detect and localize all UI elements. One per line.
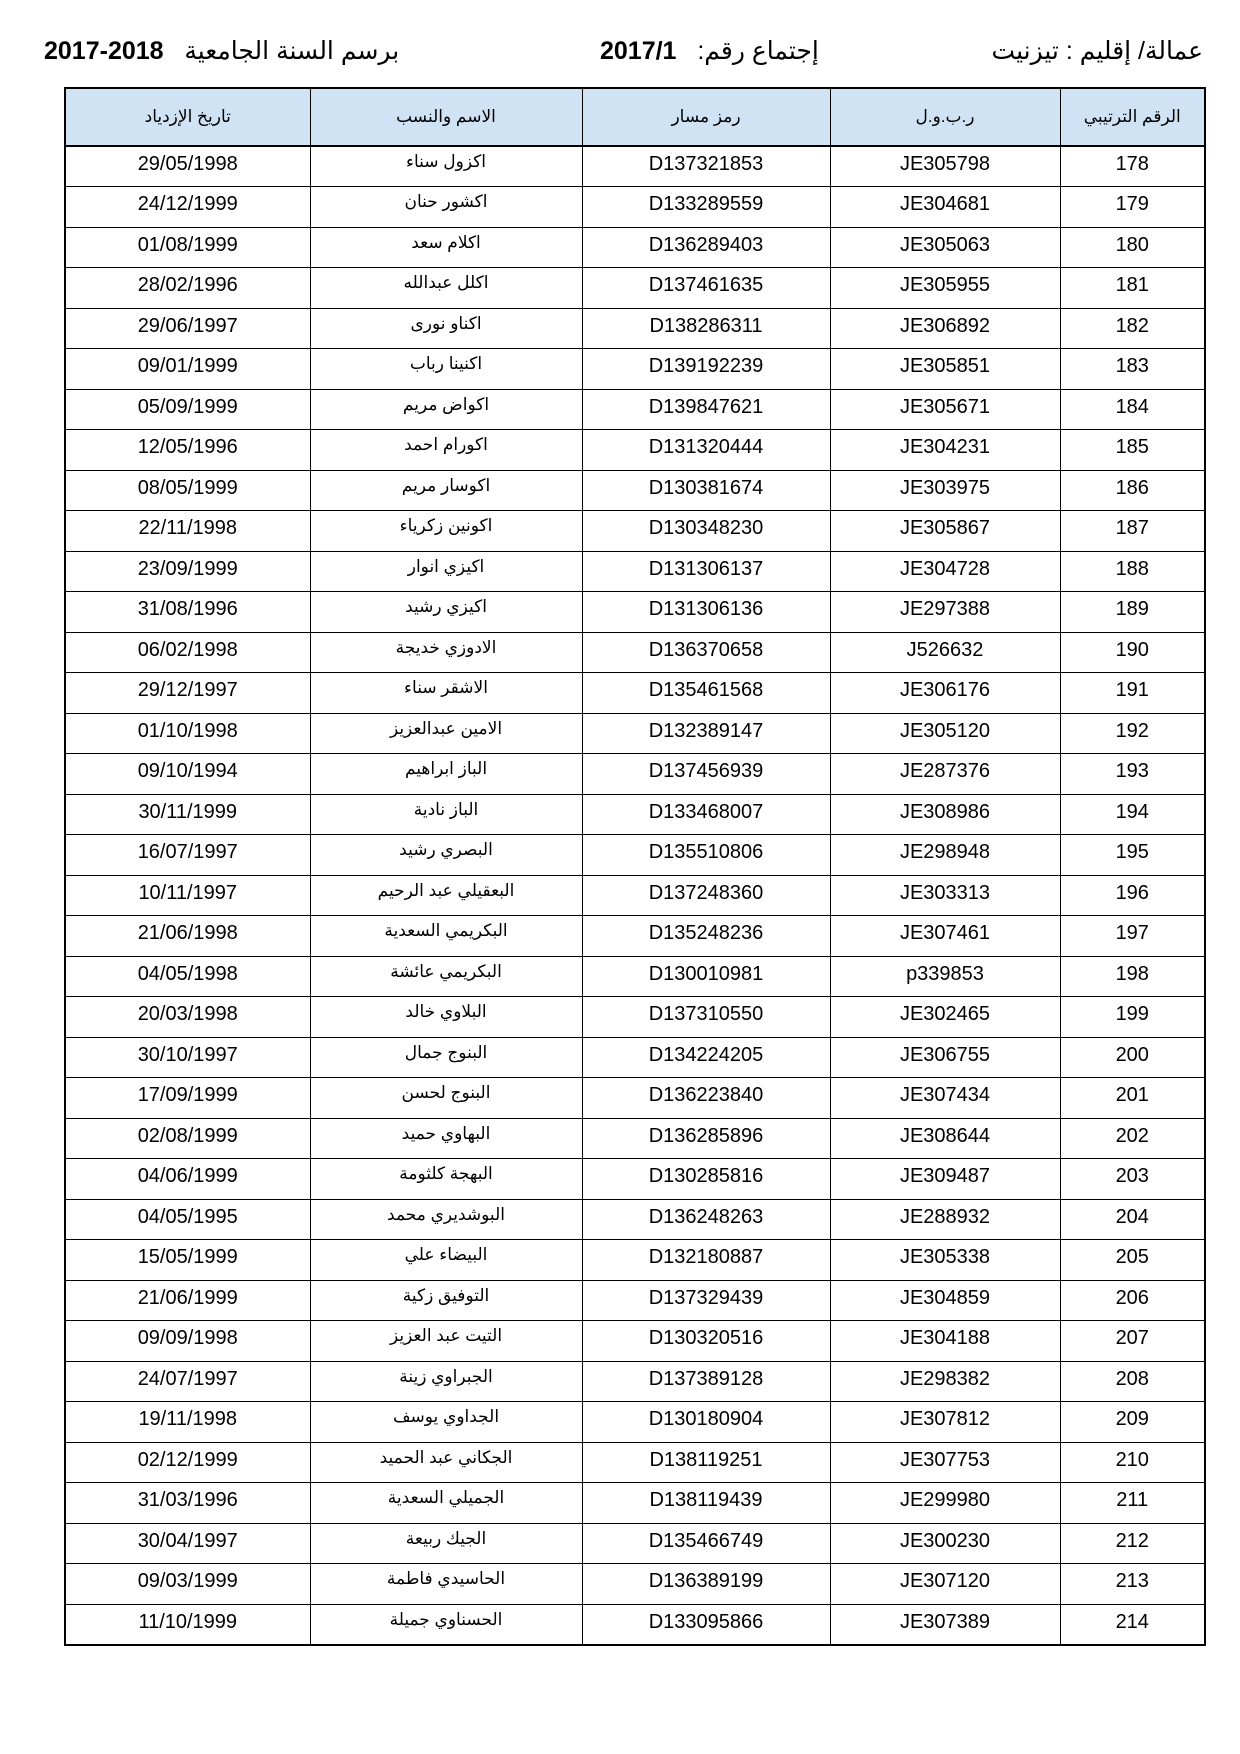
province (992, 36, 1203, 66)
birth-date-cell: 20/03/1998 (65, 997, 310, 1038)
column-header-massar: رمز مسار (582, 88, 830, 146)
row-number-cell: 194 (1060, 794, 1205, 835)
massar-code-cell: D137248360 (582, 875, 830, 916)
row-number-cell: 213 (1060, 1564, 1205, 1605)
table-row (65, 268, 1205, 309)
cin-cell: JE305798 (830, 146, 1060, 187)
birth-date-cell: 09/10/1994 (65, 754, 310, 795)
row-number-cell: 185 (1060, 430, 1205, 471)
meeting-number (600, 36, 819, 66)
table-row (65, 754, 1205, 795)
table-row (65, 713, 1205, 754)
table-row (65, 592, 1205, 633)
birth-date-cell: 04/06/1999 (65, 1159, 310, 1200)
name-cell: الجميلي السعدية (310, 1483, 582, 1524)
cin-cell: JE304188 (830, 1321, 1060, 1362)
row-number-cell: 201 (1060, 1078, 1205, 1119)
name-cell: البصري رشيد (310, 835, 582, 876)
row-number-cell: 178 (1060, 146, 1205, 187)
cin-cell: JE299980 (830, 1483, 1060, 1524)
academic-year (44, 36, 399, 66)
name-cell: الجبراوي زينة (310, 1361, 582, 1402)
massar-code-cell: D139847621 (582, 389, 830, 430)
cin-cell: JE305063 (830, 227, 1060, 268)
massar-code-cell: D138286311 (582, 308, 830, 349)
massar-code-cell: D131306136 (582, 592, 830, 633)
massar-code-cell: D137329439 (582, 1280, 830, 1321)
table-row (65, 1604, 1205, 1645)
row-number-cell: 193 (1060, 754, 1205, 795)
birth-date-cell: 21/06/1999 (65, 1280, 310, 1321)
massar-code-cell: D131306137 (582, 551, 830, 592)
cin-cell: JE307812 (830, 1402, 1060, 1443)
row-number-cell: 186 (1060, 470, 1205, 511)
name-cell: اكلل عبدالله (310, 268, 582, 309)
row-number-cell: 180 (1060, 227, 1205, 268)
meeting-number-label: إجتماع رقم: (697, 37, 819, 65)
cin-cell: JE306755 (830, 1037, 1060, 1078)
row-number-cell: 187 (1060, 511, 1205, 552)
name-cell: اكونين زكرياء (310, 511, 582, 552)
table-row (65, 551, 1205, 592)
name-cell: الباز نادية (310, 794, 582, 835)
birth-date-cell: 05/09/1999 (65, 389, 310, 430)
cin-cell: JE287376 (830, 754, 1060, 795)
row-number-cell: 200 (1060, 1037, 1205, 1078)
birth-date-cell: 23/09/1999 (65, 551, 310, 592)
birth-date-cell: 08/05/1999 (65, 470, 310, 511)
table-row (65, 1483, 1205, 1524)
cin-cell: JE305851 (830, 349, 1060, 390)
birth-date-cell: 12/05/1996 (65, 430, 310, 471)
name-cell: اكشور حنان (310, 187, 582, 228)
massar-code-cell: D138119251 (582, 1442, 830, 1483)
row-number-cell: 179 (1060, 187, 1205, 228)
massar-code-cell: D133468007 (582, 794, 830, 835)
row-number-cell: 204 (1060, 1199, 1205, 1240)
massar-code-cell: D134224205 (582, 1037, 830, 1078)
birth-date-cell: 02/12/1999 (65, 1442, 310, 1483)
table-header-row (65, 88, 1205, 146)
table-row (65, 1523, 1205, 1564)
table-row (65, 1321, 1205, 1362)
massar-code-cell: D136289403 (582, 227, 830, 268)
row-number-cell: 206 (1060, 1280, 1205, 1321)
row-number-cell: 197 (1060, 916, 1205, 957)
row-number-cell: 195 (1060, 835, 1205, 876)
cin-cell: JE288932 (830, 1199, 1060, 1240)
name-cell: البهجة كلثومة (310, 1159, 582, 1200)
name-cell: اكوسار مريم (310, 470, 582, 511)
table-row (65, 916, 1205, 957)
name-cell: البيضاء علي (310, 1240, 582, 1281)
row-number-cell: 210 (1060, 1442, 1205, 1483)
name-cell: البلاوي خالد (310, 997, 582, 1038)
birth-date-cell: 10/11/1997 (65, 875, 310, 916)
row-number-cell: 183 (1060, 349, 1205, 390)
table-row (65, 1280, 1205, 1321)
name-cell: اكورام احمد (310, 430, 582, 471)
name-cell: الحسناوي جميلة (310, 1604, 582, 1645)
massar-code-cell: D130348230 (582, 511, 830, 552)
name-cell: البعقيلي عبد الرحيم (310, 875, 582, 916)
cin-cell: JE308644 (830, 1118, 1060, 1159)
birth-date-cell: 09/03/1999 (65, 1564, 310, 1605)
massar-code-cell: D130381674 (582, 470, 830, 511)
birth-date-cell: 29/06/1997 (65, 308, 310, 349)
row-number-cell: 214 (1060, 1604, 1205, 1645)
academic-year-value: 2017-2018 (44, 37, 164, 65)
cin-cell: JE305955 (830, 268, 1060, 309)
cin-cell: JE307389 (830, 1604, 1060, 1645)
row-number-cell: 190 (1060, 632, 1205, 673)
table-row (65, 389, 1205, 430)
name-cell: التيت عبد العزيز (310, 1321, 582, 1362)
birth-date-cell: 19/11/1998 (65, 1402, 310, 1443)
massar-code-cell: D135466749 (582, 1523, 830, 1564)
row-number-cell: 192 (1060, 713, 1205, 754)
row-number-cell: 196 (1060, 875, 1205, 916)
birth-date-cell: 02/08/1999 (65, 1118, 310, 1159)
cin-cell: JE303313 (830, 875, 1060, 916)
birth-date-cell: 01/08/1999 (65, 227, 310, 268)
academic-year-label: برسم السنة الجامعية (184, 37, 400, 65)
table-row (65, 1442, 1205, 1483)
cin-cell: JE305338 (830, 1240, 1060, 1281)
birth-date-cell: 29/12/1997 (65, 673, 310, 714)
table-row (65, 187, 1205, 228)
name-cell: البكريمي السعدية (310, 916, 582, 957)
birth-date-cell: 09/09/1998 (65, 1321, 310, 1362)
cin-cell: J526632 (830, 632, 1060, 673)
name-cell: التوفيق زكية (310, 1280, 582, 1321)
massar-code-cell: D132389147 (582, 713, 830, 754)
cin-cell: JE308986 (830, 794, 1060, 835)
province-label: عمالة/ إقليم : (1065, 37, 1203, 65)
massar-code-cell: D130285816 (582, 1159, 830, 1200)
column-header-number: الرقم الترتيبي (1060, 88, 1205, 146)
column-header-birth-date: تاريخ الإزدياد (65, 88, 310, 146)
table-row (65, 1564, 1205, 1605)
row-number-cell: 198 (1060, 956, 1205, 997)
table-row (65, 1240, 1205, 1281)
row-number-cell: 208 (1060, 1361, 1205, 1402)
table-row (65, 430, 1205, 471)
birth-date-cell: 04/05/1998 (65, 956, 310, 997)
province-value: تيزنيت (991, 37, 1059, 65)
row-number-cell: 189 (1060, 592, 1205, 633)
row-number-cell: 211 (1060, 1483, 1205, 1524)
cin-cell: JE307434 (830, 1078, 1060, 1119)
massar-code-cell: D135248236 (582, 916, 830, 957)
page-header (40, 36, 1203, 76)
massar-code-cell: D136370658 (582, 632, 830, 673)
table-row (65, 632, 1205, 673)
massar-code-cell: D137461635 (582, 268, 830, 309)
massar-code-cell: D135510806 (582, 835, 830, 876)
table-row (65, 349, 1205, 390)
row-number-cell: 199 (1060, 997, 1205, 1038)
name-cell: اكنينا رباب (310, 349, 582, 390)
students-table (64, 87, 1206, 1646)
name-cell: الجيك ربيعة (310, 1523, 582, 1564)
cin-cell: JE300230 (830, 1523, 1060, 1564)
cin-cell: JE304728 (830, 551, 1060, 592)
cin-cell: JE306176 (830, 673, 1060, 714)
cin-cell: JE304859 (830, 1280, 1060, 1321)
name-cell: الادوزي خديجة (310, 632, 582, 673)
birth-date-cell: 09/01/1999 (65, 349, 310, 390)
table-row (65, 1361, 1205, 1402)
massar-code-cell: D131320444 (582, 430, 830, 471)
row-number-cell: 202 (1060, 1118, 1205, 1159)
name-cell: اكزول سناء (310, 146, 582, 187)
name-cell: الباز ابراهيم (310, 754, 582, 795)
birth-date-cell: 30/10/1997 (65, 1037, 310, 1078)
table-row (65, 875, 1205, 916)
table-row (65, 511, 1205, 552)
table-row (65, 146, 1205, 187)
column-header-name: الاسم والنسب (310, 88, 582, 146)
cin-cell: JE307120 (830, 1564, 1060, 1605)
massar-code-cell: D132180887 (582, 1240, 830, 1281)
birth-date-cell: 04/05/1995 (65, 1199, 310, 1240)
name-cell: البنوج جمال (310, 1037, 582, 1078)
name-cell: اكناو نورى (310, 308, 582, 349)
table-row (65, 1118, 1205, 1159)
birth-date-cell: 31/08/1996 (65, 592, 310, 633)
row-number-cell: 205 (1060, 1240, 1205, 1281)
birth-date-cell: 22/11/1998 (65, 511, 310, 552)
massar-code-cell: D136389199 (582, 1564, 830, 1605)
table-row (65, 835, 1205, 876)
cin-cell: JE302465 (830, 997, 1060, 1038)
birth-date-cell: 29/05/1998 (65, 146, 310, 187)
meeting-number-value: 2017/1 (600, 37, 677, 65)
cin-cell: JE303975 (830, 470, 1060, 511)
name-cell: الامين عبدالعزيز (310, 713, 582, 754)
row-number-cell: 209 (1060, 1402, 1205, 1443)
name-cell: اكيزي رشيد (310, 592, 582, 633)
massar-code-cell: D130010981 (582, 956, 830, 997)
birth-date-cell: 24/07/1997 (65, 1361, 310, 1402)
table-row (65, 794, 1205, 835)
table-row (65, 308, 1205, 349)
cin-cell: JE305120 (830, 713, 1060, 754)
cin-cell: JE305671 (830, 389, 1060, 430)
birth-date-cell: 30/04/1997 (65, 1523, 310, 1564)
row-number-cell: 181 (1060, 268, 1205, 309)
birth-date-cell: 17/09/1999 (65, 1078, 310, 1119)
birth-date-cell: 30/11/1999 (65, 794, 310, 835)
birth-date-cell: 11/10/1999 (65, 1604, 310, 1645)
table-row (65, 1159, 1205, 1200)
row-number-cell: 191 (1060, 673, 1205, 714)
birth-date-cell: 01/10/1998 (65, 713, 310, 754)
massar-code-cell: D137456939 (582, 754, 830, 795)
name-cell: اكلام سعد (310, 227, 582, 268)
massar-code-cell: D139192239 (582, 349, 830, 390)
table-row (65, 470, 1205, 511)
massar-code-cell: D137389128 (582, 1361, 830, 1402)
row-number-cell: 188 (1060, 551, 1205, 592)
massar-code-cell: D133095866 (582, 1604, 830, 1645)
birth-date-cell: 28/02/1996 (65, 268, 310, 309)
column-header-cin: ر.ب.و.ل (830, 88, 1060, 146)
row-number-cell: 207 (1060, 1321, 1205, 1362)
massar-code-cell: D133289559 (582, 187, 830, 228)
massar-code-cell: D137321853 (582, 146, 830, 187)
row-number-cell: 212 (1060, 1523, 1205, 1564)
cin-cell: JE305867 (830, 511, 1060, 552)
table-row (65, 1078, 1205, 1119)
row-number-cell: 203 (1060, 1159, 1205, 1200)
row-number-cell: 184 (1060, 389, 1205, 430)
cin-cell: JE306892 (830, 308, 1060, 349)
massar-code-cell: D137310550 (582, 997, 830, 1038)
name-cell: البكريمي عائشة (310, 956, 582, 997)
name-cell: اكيزي انوار (310, 551, 582, 592)
massar-code-cell: D130320516 (582, 1321, 830, 1362)
massar-code-cell: D135461568 (582, 673, 830, 714)
birth-date-cell: 21/06/1998 (65, 916, 310, 957)
name-cell: الجكاني عبد الحميد (310, 1442, 582, 1483)
birth-date-cell: 31/03/1996 (65, 1483, 310, 1524)
massar-code-cell: D136248263 (582, 1199, 830, 1240)
massar-code-cell: D130180904 (582, 1402, 830, 1443)
table-row (65, 1199, 1205, 1240)
table-row (65, 997, 1205, 1038)
table-row (65, 1402, 1205, 1443)
name-cell: الاشقر سناء (310, 673, 582, 714)
table-row (65, 956, 1205, 997)
massar-code-cell: D136285896 (582, 1118, 830, 1159)
name-cell: الجداوي يوسف (310, 1402, 582, 1443)
massar-code-cell: D136223840 (582, 1078, 830, 1119)
cin-cell: JE307753 (830, 1442, 1060, 1483)
row-number-cell: 182 (1060, 308, 1205, 349)
birth-date-cell: 15/05/1999 (65, 1240, 310, 1281)
table-row (65, 1037, 1205, 1078)
name-cell: اكواض مريم (310, 389, 582, 430)
name-cell: الحاسيدي فاطمة (310, 1564, 582, 1605)
name-cell: البهاوي حميد (310, 1118, 582, 1159)
cin-cell: p339853 (830, 956, 1060, 997)
birth-date-cell: 16/07/1997 (65, 835, 310, 876)
birth-date-cell: 24/12/1999 (65, 187, 310, 228)
cin-cell: JE304231 (830, 430, 1060, 471)
massar-code-cell: D138119439 (582, 1483, 830, 1524)
name-cell: البنوج لحسن (310, 1078, 582, 1119)
cin-cell: JE304681 (830, 187, 1060, 228)
cin-cell: JE309487 (830, 1159, 1060, 1200)
table-row (65, 227, 1205, 268)
cin-cell: JE307461 (830, 916, 1060, 957)
table-row (65, 673, 1205, 714)
birth-date-cell: 06/02/1998 (65, 632, 310, 673)
cin-cell: JE298948 (830, 835, 1060, 876)
cin-cell: JE298382 (830, 1361, 1060, 1402)
cin-cell: JE297388 (830, 592, 1060, 633)
name-cell: البوشديري محمد (310, 1199, 582, 1240)
